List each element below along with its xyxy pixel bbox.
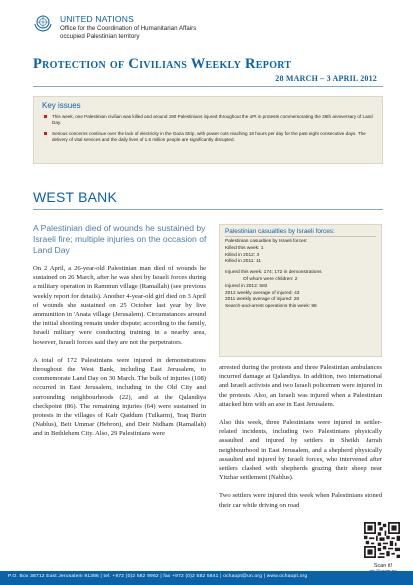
red-square-bullet-icon — [44, 115, 47, 118]
casualty-line: Palestinian casualties by Israeli forces: — [225, 239, 308, 244]
org-region: occupied Palestinian territory — [60, 33, 140, 40]
casualty-line: Killed this week: 1 — [225, 245, 264, 251]
key-issue-text: Serious concerns continue over the lack of electricity in the Gaza Strip, with power cuts reaching 18 hours per day for the past eight consecutive days. The delivery of vital services and the daily lives of 1.6 million people are significantly disrupted. — [52, 130, 366, 142]
report-title: Protection of Civilians Weekly Report — [33, 56, 292, 72]
left-column — [33, 264, 206, 448]
title-divider — [33, 86, 383, 87]
key-issue-text: This week, one Palestinian civilian was killed and around 190 Palestinians injured throughout the oPt in protests commemorating the 36th anniversary of Land Day. — [52, 114, 373, 126]
org-office: Office for the Coordination of Humanitarian Affairs — [60, 25, 197, 32]
section-title: WEST BANK — [33, 189, 118, 205]
footer-contact: P.O. Box 38712 East Jerusalem 91386 | tel. +972 (0)2 582 9962 | fax +972 (0)2 582 5841 | ochaopt@un.org | www.ochaopt.org — [8, 574, 308, 579]
casualty-stats-box — [219, 224, 382, 357]
body-paragraph: Also this week, three Palestinians were injured in settler-related incidents, including two Palestinians physically assaulted and injured by settlers in Sheikh Jarrah neighbourhood in East Jerusalem, and a shepherd physically assaulted and injured by Israeli forces, who intervened after settlers clashed with shepherds grazing their sheep near Yitzhar settlement (Nablus). — [219, 419, 382, 482]
un-emblem-icon — [33, 14, 53, 32]
red-square-bullet-icon — [44, 132, 47, 135]
body-paragraph: arrested during the protests and three Palestinian ambulances incurred damage at Qalandiya. In addition, two international and Israeli activists and two Israeli policemen were injured in the protests. Also, an Israeli was injured when a Palestinian attacked him with an axe in East Jerusalem. — [219, 364, 382, 408]
casualty-line: Search-and-arrest operations this week: 98 — [225, 304, 317, 310]
right-column — [219, 363, 382, 519]
body-paragraph: A total of 172 Palestinians were injured in demonstrations throughout the West Bank, including East Jerusalem, to commemorate Land Day on 30 March. The bulk of injuries (108) occurred in East Jerusalem, including in the Old City and surrounding neighbourhoods (22), and at the Qalandiya checkpoint (86). The remaining injuries (64) were sustained in protests in the villages of Kafr Qaddum (Tulkarm), 'Iraq Burin (Nablus), Beit Ummar (Hebron), and Deir Nidham (Ramallah) and in Bethlehem City. Also, 29 Palestinians were — [33, 356, 206, 438]
casualty-line: 2012 weekly average of injured: 43 — [225, 290, 300, 296]
casualty-line: Killed in 2011: 11 — [225, 259, 262, 265]
qr-code-icon[interactable] — [364, 522, 400, 558]
casualty-line: Killed in 2012: 3 — [225, 252, 260, 258]
casualty-line: Of whom were children: 2 — [243, 276, 298, 282]
key-issues-box — [33, 96, 383, 164]
key-issue-item — [42, 114, 374, 127]
casualty-box-title: Palestinian casualties by Israeli forces: — [225, 228, 376, 237]
body-paragraph: On 2 April, a 26-year-old Palestinian man died of wounds he sustained on 26 March, after he was shot by Israeli forces during a military operation in Rammun village (Ramallah) (see previous weekly report for details). Another 4-year-old girl died on 3 April of wounds she sustained on 25 October last year by live ammunition in 'Anata village (Jerusalem). Circumstances around the initial shooting remain under dispute; according to the family, Israeli military were conducting training in a nearby area, however, Israeli forces said they are not the perpetrators. — [33, 265, 206, 346]
footer-bar — [0, 571, 413, 585]
casualty-line: Injured in 2012: 582 — [225, 283, 268, 289]
org-header — [60, 14, 360, 41]
qr-block — [364, 522, 402, 568]
report-date: 28 MARCH – 3 APRIL 2012 — [275, 74, 377, 83]
casualty-line: 2011 weekly average of injured: 28 — [225, 297, 300, 303]
casualty-line: Injured this week: 174; 172 in demonstrations — [225, 270, 322, 276]
qr-label: Scan it! — [373, 563, 393, 569]
section-divider — [33, 209, 383, 210]
section-subhead: A Palestinian died of wounds he sustained by Israeli fire; multiple injuries on the occasion of Land Day — [33, 223, 207, 255]
org-name: UNITED NATIONS — [60, 14, 134, 24]
key-issue-item — [42, 131, 374, 144]
key-issues-title: Key issues — [42, 101, 81, 110]
body-paragraph: Two settlers were injured this week when Palestinians stoned their car while driving on road — [219, 492, 382, 509]
